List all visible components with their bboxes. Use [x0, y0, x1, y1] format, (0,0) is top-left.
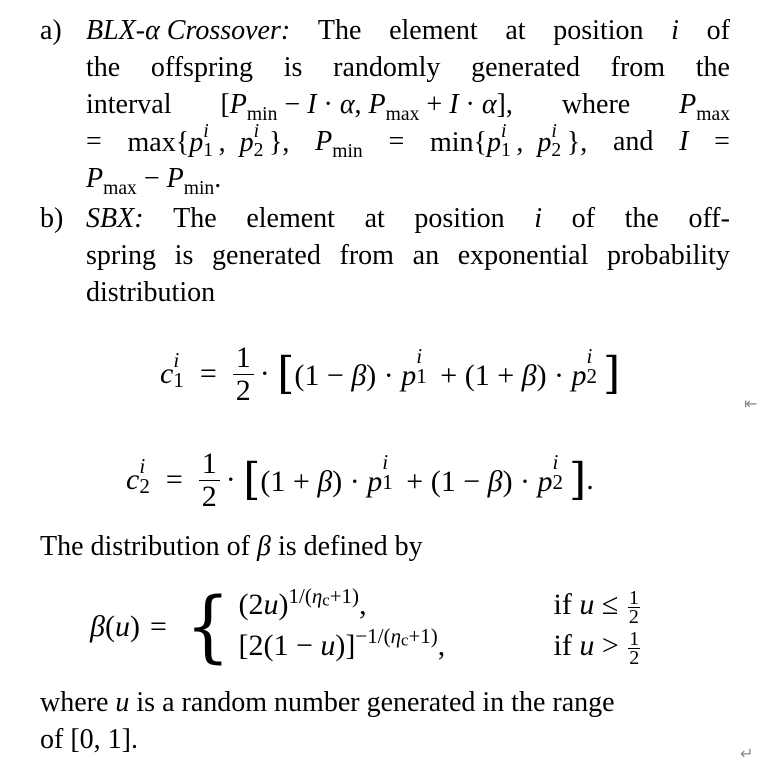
blx-line-5 [86, 160, 730, 197]
closing-line-1: where u is a random number generated in the range [40, 687, 615, 718]
sbx-line-1: SBX: The element at position i of the off- [86, 200, 730, 237]
list-item-sbx [40, 200, 730, 311]
closing-paragraph [40, 684, 740, 758]
return-mark-icon: ↵ [740, 744, 754, 763]
blx-line-3: interval [$P_{min} - I \cdot \alpha$, $P_{max} + I \cdot \alpha$], where $P_{max}$ [86, 86, 730, 123]
blx-line-2: the offspring is randomly generated from the [86, 52, 730, 83]
list-item-blx [40, 12, 730, 197]
beta-definition: β (u) = { $(2u)^{1/(\eta c+1)}$, if u ≤ $\frac{1}{2}$ $[2(1 - u)]^{-1/(\eta c+1)}$, if u > $\frac{1}{2}$ [90, 582, 642, 672]
sbx-line-3: distribution [86, 277, 216, 308]
list-body-b [86, 200, 730, 311]
blx-pmax-symbol: $P_{max}$ [679, 89, 730, 125]
equation-c1: c i 1 = $\frac{1}{2}$ · [ (1 − β) · p i 1 + (1 + β) · p i 2 ] [160, 340, 621, 407]
blx-max-formula: max{p i 1 , p i 2 }, [127, 120, 290, 161]
sbx-line-2: spring is generated from an exponential probability [86, 240, 730, 271]
list-label-a: a) [40, 15, 62, 46]
blx-range-formula: $P_{max} - P_{min}$. [86, 163, 222, 199]
blx-pmin-symbol: $P_{min}$ [315, 126, 363, 162]
sbx-title: SBX: [86, 203, 144, 234]
blx-title: BLX-α Crossover: [86, 15, 291, 46]
blx-line-1: BLX-α Crossover: The element at position i of [86, 12, 730, 49]
list-label-b: b) [40, 203, 64, 234]
blx-interval-formula: [$P_{min} - I \cdot \alpha$, $P_{max} + I \cdot \alpha$], [220, 89, 513, 125]
half-fraction-2: $\frac{1}{2}$ [199, 448, 220, 513]
half-fraction-1: $\frac{1}{2}$ [233, 342, 254, 407]
beta-intro-text: The distribution of β is defined by [40, 531, 423, 562]
blx-min-formula: min{p i 1 , p i 2 }, [429, 120, 588, 161]
equation-c2: c i 2 = $\frac{1}{2}$ · [ (1 + β) · p i 1 + (1 − β) · p i 2 ] . [126, 446, 594, 513]
left-brace-icon: { [185, 582, 231, 672]
beta-cases: $(2u)^{1/(\eta c+1)}$, if u ≤ $\frac{1}{2}$ $[2(1 - u)]^{-1/(\eta c+1)}$, if u > $\frac{1}{2}$ [238, 583, 640, 669]
blx-line-4: = max{p i 1 , p i 2 }, $P_{min}$ = min{p i 1 , p i 2 }, and I = [86, 120, 730, 162]
paragraph-mark-icon: ⇤ [744, 394, 758, 413]
list-body-a [86, 12, 730, 197]
closing-line-2: of [0, 1]. [40, 724, 138, 755]
